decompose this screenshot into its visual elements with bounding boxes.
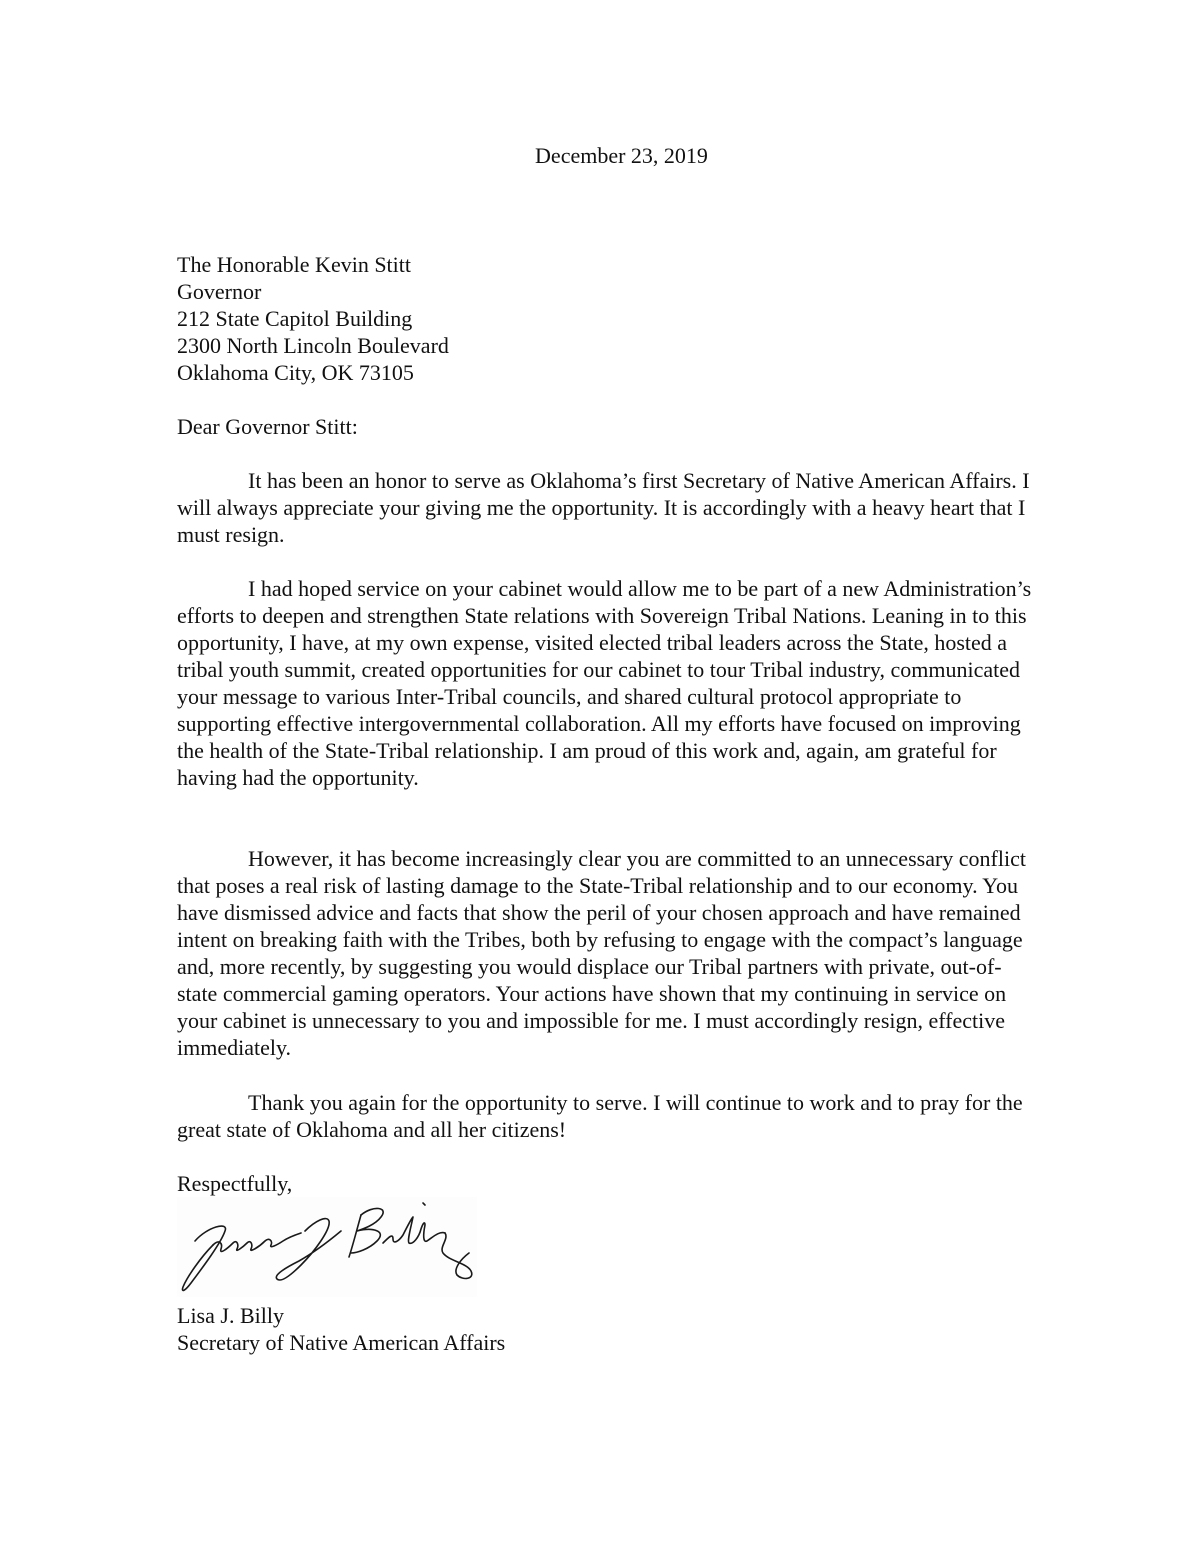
signature-block xyxy=(177,1302,1037,1356)
paragraph-2 xyxy=(177,575,1037,791)
paragraph-text: Thank you again for the opportunity to serve. I will continue to work and to pray for the great state of Oklahoma and all her citizens! xyxy=(177,1090,1023,1142)
paragraph-4 xyxy=(177,1089,1037,1143)
paragraph-text: I had hoped service on your cabinet would allow me to be part of a new Administration’s efforts to deepen and strengthen State relations with Sovereign Tribal Nations. Leaning in to this opportunity, I have, at my own expense, visited elected tribal leaders across the State, hosted a tribal youth summit, created opportunities for our cabinet to tour Tribal industry, communicated your message to various Inter-Tribal councils, and shared cultural protocol appropriate to supporting effective intergovernmental collaboration. All my efforts have focused on improving the health of the State-Tribal relationship. I am proud of this work and, again, am grateful for having had the opportunity. xyxy=(177,576,1032,790)
paragraph-text: However, it has become increasingly clear you are committed to an unnecessary conflict that poses a real risk of lasting damage to the State-Tribal relationship and to our economy. You have dismissed advice and facts that show the peril of your chosen approach and have remained intent on breaking faith with the Tribes, both by refusing to engage with the compact’s language and, more recently, by suggesting you would displace our Tribal partners with private, out-of-state commercial gaming operators. Your actions have shown that my continuing in service on your cabinet is unnecessary to you and impossible for me. I must accordingly resign, effective immediately. xyxy=(177,846,1026,1060)
closing: Respectfully, xyxy=(177,1171,293,1196)
recipient-address-line2: 2300 North Lincoln Boulevard xyxy=(177,333,449,358)
signer-name: Lisa J. Billy xyxy=(177,1303,284,1328)
recipient-address xyxy=(177,251,1037,386)
paragraph-1 xyxy=(177,467,1037,548)
recipient-address-line1: 212 State Capitol Building xyxy=(177,306,413,331)
salutation: Dear Governor Stitt: xyxy=(177,414,358,439)
signer-title: Secretary of Native American Affairs xyxy=(177,1330,506,1355)
recipient-name: The Honorable Kevin Stitt xyxy=(177,252,412,277)
signature-icon xyxy=(177,1197,477,1297)
letter-date: December 23, 2019 xyxy=(535,143,708,168)
paragraph-3 xyxy=(177,845,1037,1061)
recipient-city-state-zip: Oklahoma City, OK 73105 xyxy=(177,360,414,385)
paragraph-text: It has been an honor to serve as Oklahoma’s first Secretary of Native American Affairs. I will always appreciate your giving me the opportunity. It is accordingly with a heavy heart that I must resign. xyxy=(177,468,1030,547)
recipient-title: Governor xyxy=(177,279,262,304)
